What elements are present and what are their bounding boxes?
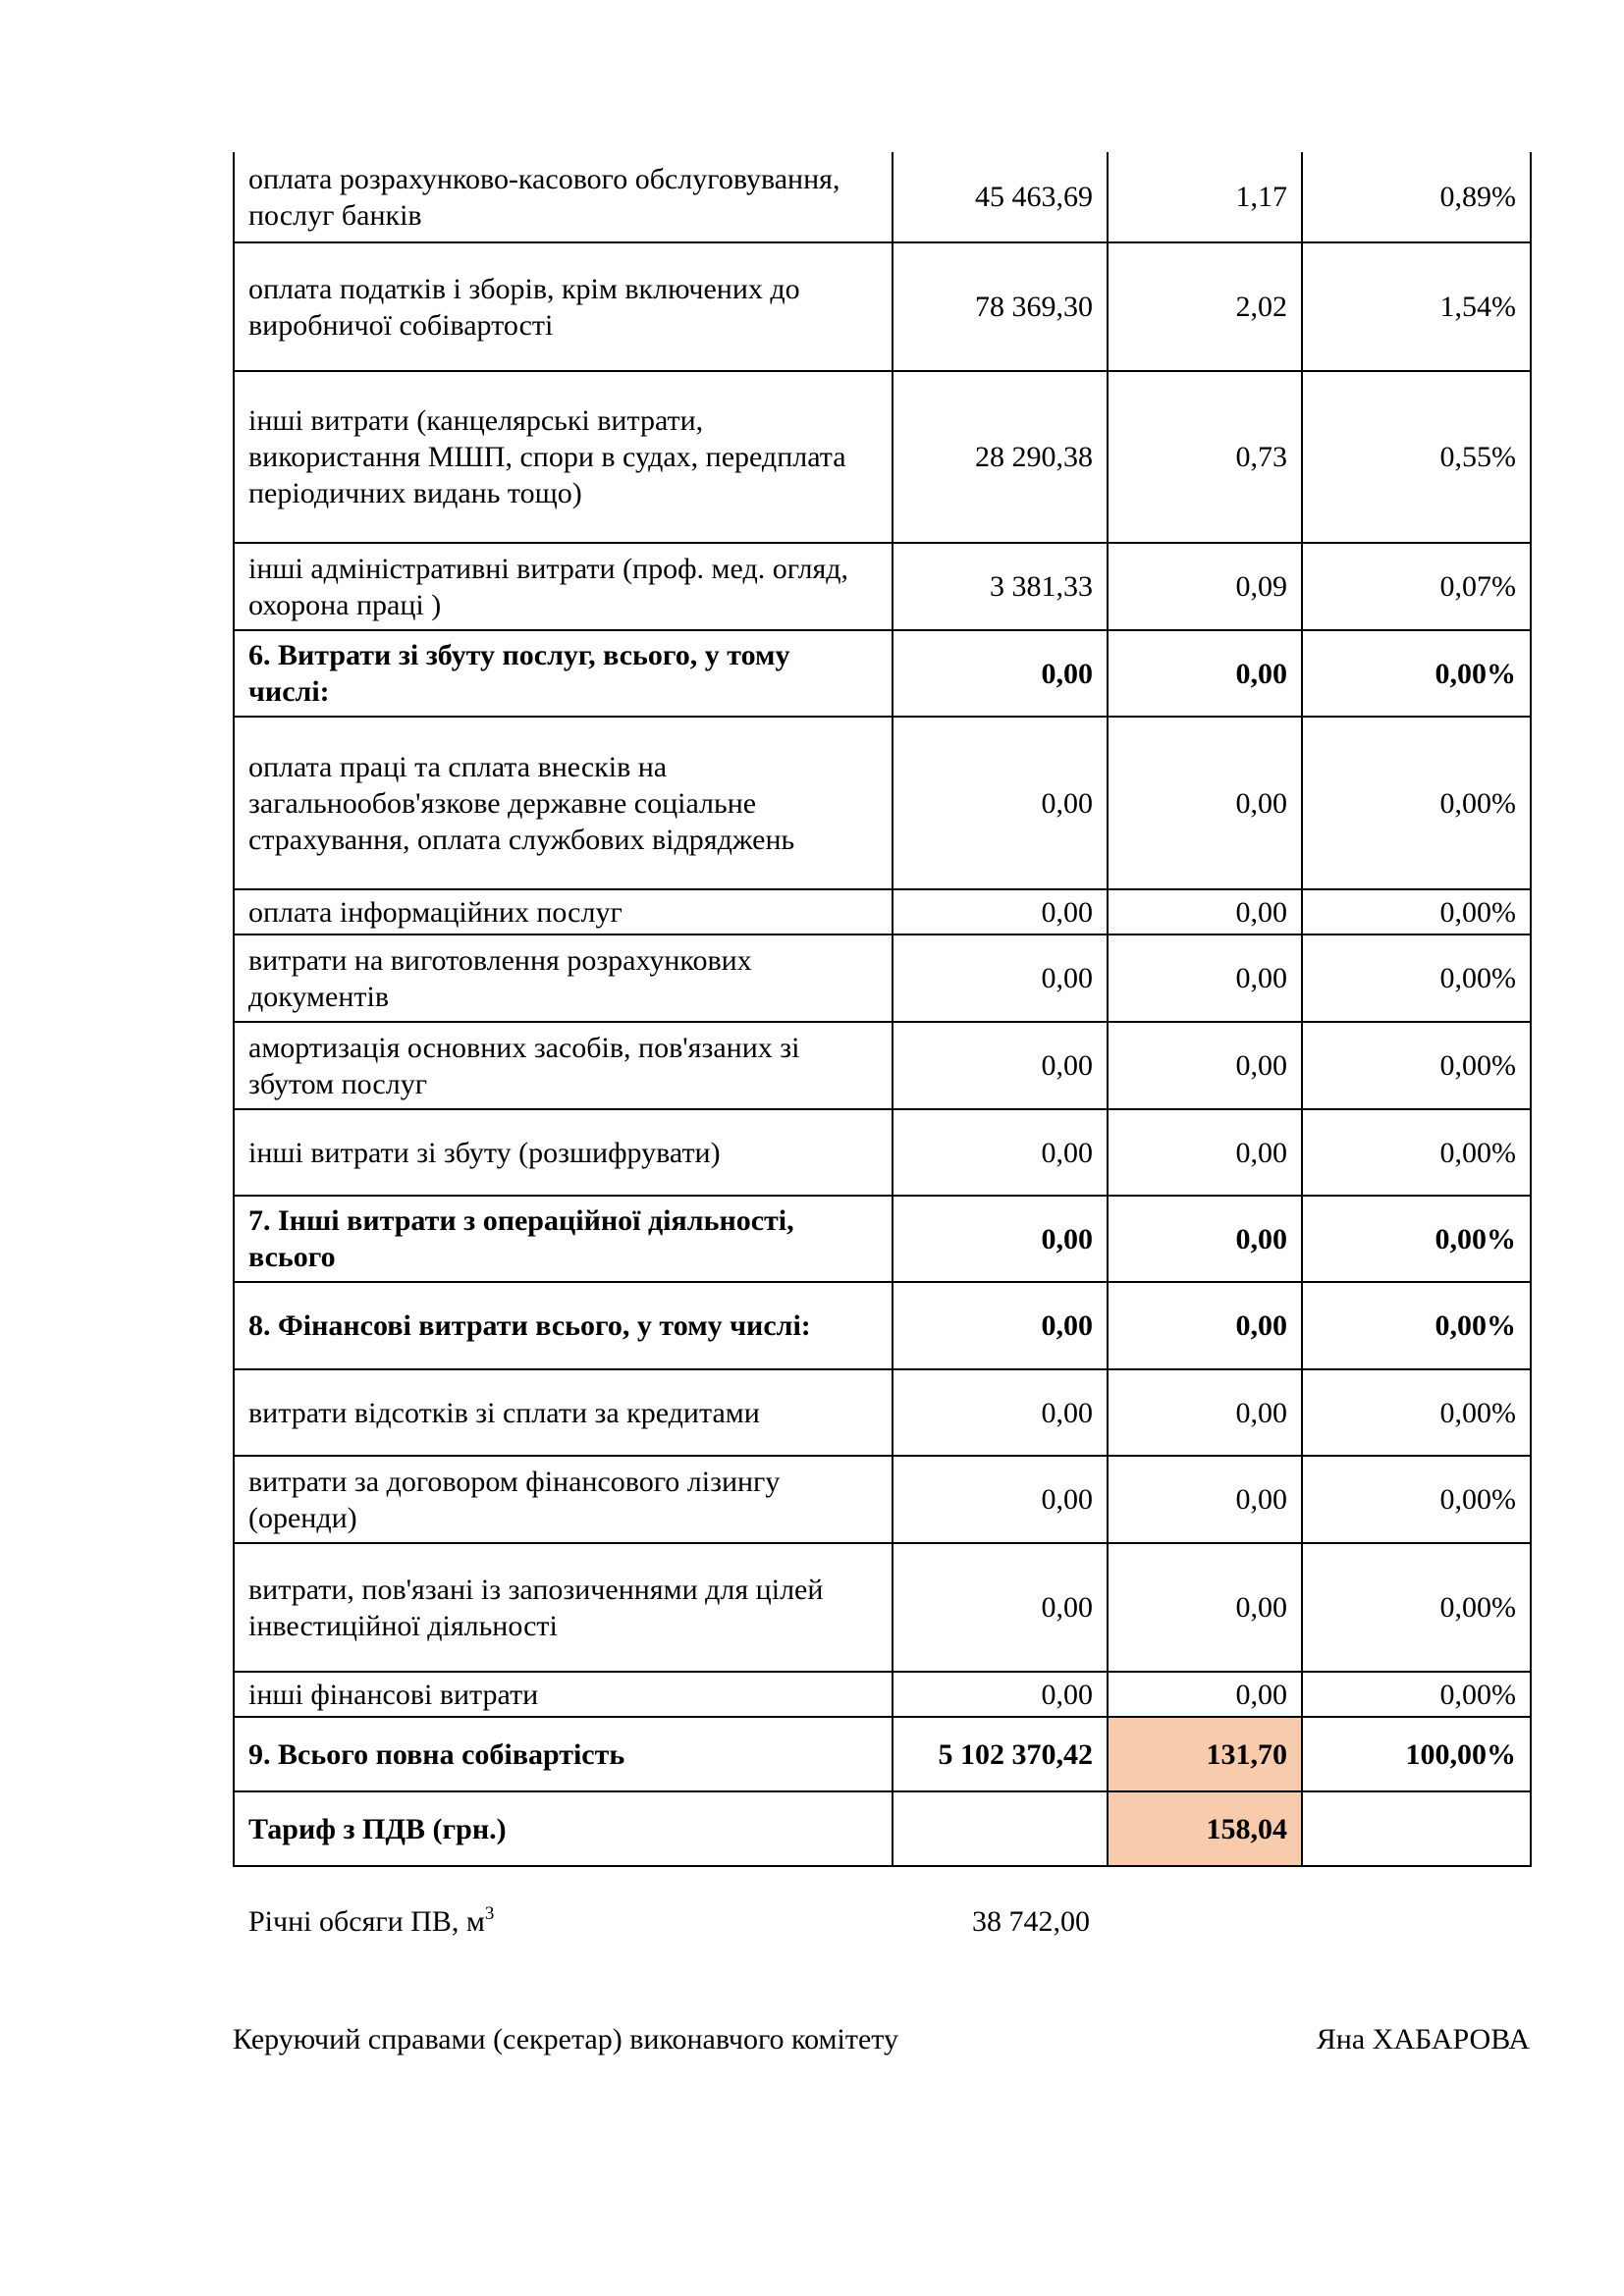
cost-per-unit-value: 0,00 (1108, 1369, 1302, 1456)
cost-table (233, 152, 1532, 1867)
cost-item-label: інші фінансові витрати (234, 1672, 893, 1717)
table-row (234, 717, 1531, 889)
table-row (234, 1672, 1531, 1717)
cost-per-unit-value: 1,17 (1108, 152, 1302, 242)
unit-superscript: 3 (484, 1903, 495, 1924)
table-row (234, 1456, 1531, 1543)
cost-total-value: 0,00 (893, 1109, 1108, 1196)
cost-total-value: 0,00 (893, 1456, 1108, 1543)
cost-item-label: 6. Витрати зі збуту послуг, всього, у тому числі: (234, 630, 893, 717)
cost-share-value: 0,00% (1302, 1369, 1531, 1456)
cost-item-label: оплата інформаційних послуг (234, 889, 893, 934)
table-row (234, 1022, 1531, 1109)
cost-share-value: 100,00% (1302, 1717, 1531, 1791)
cost-total-value: 0,00 (893, 1672, 1108, 1717)
table-row (234, 242, 1531, 371)
cost-per-unit-value: 0,00 (1108, 1109, 1302, 1196)
cost-share-value: 0,00% (1302, 1196, 1531, 1282)
cost-total-value: 28 290,38 (893, 371, 1108, 543)
table-row (234, 1282, 1531, 1369)
table-row (234, 152, 1531, 242)
table-row (234, 1791, 1531, 1866)
cost-share-value: 0,00% (1302, 630, 1531, 717)
cost-item-label: 9. Всього повна собівартість (234, 1717, 893, 1791)
table-row (234, 1196, 1531, 1282)
cost-total-value: 0,00 (893, 1196, 1108, 1282)
cost-item-label: 8. Фінансові витрати всього, у тому числі: (234, 1282, 893, 1369)
cost-share-value: 0,00% (1302, 1022, 1531, 1109)
table-row (234, 1543, 1531, 1672)
cost-per-unit-value: 158,04 (1108, 1791, 1302, 1866)
table-row (234, 1109, 1531, 1196)
table-row (234, 630, 1531, 717)
cost-per-unit-value: 0,00 (1108, 1543, 1302, 1672)
cost-total-value: 0,00 (893, 889, 1108, 934)
cost-total-value: 0,00 (893, 630, 1108, 717)
cost-share-value: 0,00% (1302, 1109, 1531, 1196)
table-row (234, 371, 1531, 543)
table-row (234, 1369, 1531, 1456)
cost-share-value: 0,55% (1302, 371, 1531, 543)
cost-item-label: Тариф з ПДВ (грн.) (234, 1791, 893, 1866)
cost-total-value: 0,00 (893, 1369, 1108, 1456)
cost-item-label: 7. Інші витрати з операційної діяльності, всього (234, 1196, 893, 1282)
cost-share-value: 0,00% (1302, 934, 1531, 1022)
cost-total-value: 0,00 (893, 717, 1108, 889)
annual-volume-value: 38 742,00 (972, 1905, 1090, 1938)
cost-item-label: інші витрати (канцелярські витрати, використання МШП, спори в судах, передплата періодичних видань тощо) (234, 371, 893, 543)
cost-total-value (893, 1791, 1108, 1866)
cost-share-value: 1,54% (1302, 242, 1531, 371)
cost-share-value: 0,00% (1302, 1672, 1531, 1717)
cost-total-value: 0,00 (893, 1543, 1108, 1672)
cost-share-value (1302, 1791, 1531, 1866)
table-row (234, 543, 1531, 630)
cost-share-value: 0,07% (1302, 543, 1531, 630)
signature-name: Яна ХАБАРОВА (1316, 2023, 1530, 2056)
cost-item-label: оплата розрахунково-касового обслуговування, послуг банків (234, 152, 893, 242)
cost-item-label: амортизація основних засобів, пов'язаних зі збутом послуг (234, 1022, 893, 1109)
annual-volume-label: Річні обсяги ПВ, $м^3$ (248, 1903, 495, 1938)
cost-total-value: 3 381,33 (893, 543, 1108, 630)
cost-item-label: оплата праці та сплата внесків на загальнообов'язкове державне соціальне страхування, оплата службових відряджень (234, 717, 893, 889)
cost-total-value: 78 369,30 (893, 242, 1108, 371)
cost-share-value: 0,00% (1302, 1543, 1531, 1672)
cost-total-value: 0,00 (893, 1282, 1108, 1369)
cost-item-label: інші адміністративні витрати (проф. мед. огляд, охорона праці ) (234, 543, 893, 630)
cost-per-unit-value: 0,00 (1108, 889, 1302, 934)
cost-per-unit-value: 0,00 (1108, 1022, 1302, 1109)
cost-item-label: витрати відсотків зі сплати за кредитами (234, 1369, 893, 1456)
cost-per-unit-value: 0,00 (1108, 1672, 1302, 1717)
cost-per-unit-value: 0,09 (1108, 543, 1302, 630)
cost-per-unit-value: 0,73 (1108, 371, 1302, 543)
cost-item-label: витрати, пов'язані із запозиченнями для цілей інвестиційної діяльності (234, 1543, 893, 1672)
cost-table-body (234, 152, 1531, 1866)
table-row (234, 1717, 1531, 1791)
cost-per-unit-value: 2,02 (1108, 242, 1302, 371)
cost-total-value: 0,00 (893, 934, 1108, 1022)
cost-item-label: оплата податків і зборів, крім включених до виробничої собівартості (234, 242, 893, 371)
cost-share-value: 0,00% (1302, 1456, 1531, 1543)
cost-per-unit-value: 0,00 (1108, 1196, 1302, 1282)
cost-share-value: 0,00% (1302, 1282, 1531, 1369)
table-row (234, 934, 1531, 1022)
cost-share-value: 0,89% (1302, 152, 1531, 242)
signature-position: Керуючий справами (секретар) виконавчого комітету (233, 2023, 898, 2056)
cost-per-unit-value: 0,00 (1108, 630, 1302, 717)
cost-total-value: 5 102 370,42 (893, 1717, 1108, 1791)
cost-total-value: 45 463,69 (893, 152, 1108, 242)
cost-per-unit-value: 0,00 (1108, 934, 1302, 1022)
cost-item-label: витрати за договором фінансового лізингу (оренди) (234, 1456, 893, 1543)
table-row (234, 889, 1531, 934)
cost-item-label: інші витрати зі збуту (розшифрувати) (234, 1109, 893, 1196)
cost-per-unit-value: 0,00 (1108, 1282, 1302, 1369)
cost-per-unit-value: 0,00 (1108, 717, 1302, 889)
cost-item-label: витрати на виготовлення розрахункових документів (234, 934, 893, 1022)
cost-per-unit-value: 0,00 (1108, 1456, 1302, 1543)
cost-per-unit-value: 131,70 (1108, 1717, 1302, 1791)
cost-total-value: 0,00 (893, 1022, 1108, 1109)
cost-share-value: 0,00% (1302, 889, 1531, 934)
cost-share-value: 0,00% (1302, 717, 1531, 889)
